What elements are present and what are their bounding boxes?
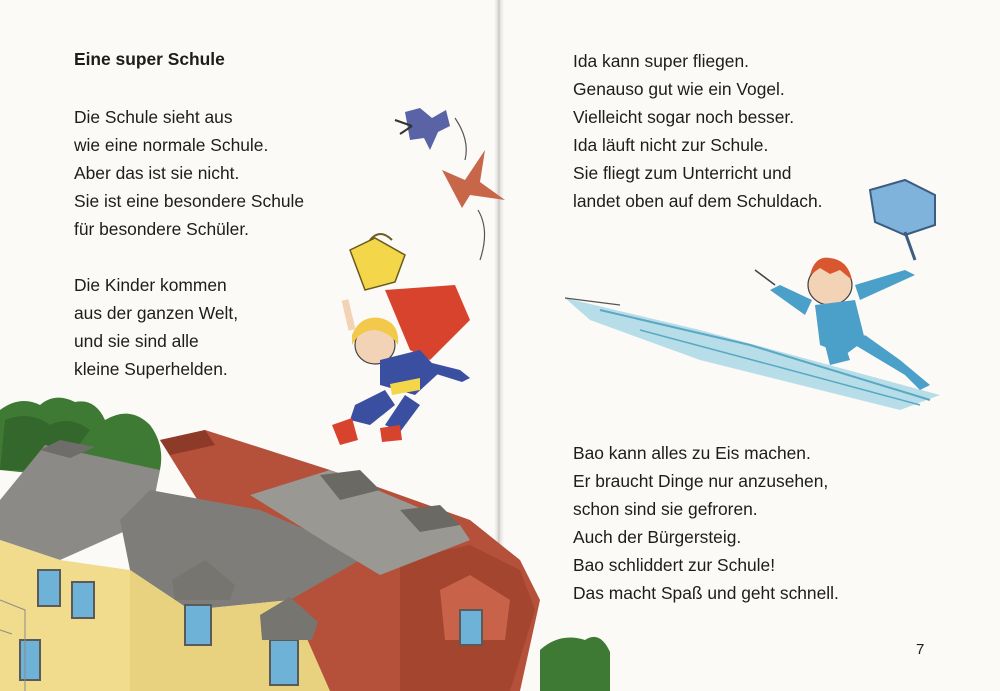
right-paragraph-2 bbox=[573, 439, 839, 607]
text-line: und sie sind alle bbox=[74, 331, 199, 351]
text-line: kleine Superhelden. bbox=[74, 359, 228, 379]
text-line: Sie fliegt zum Unterricht und bbox=[573, 163, 792, 183]
right-paragraph-1 bbox=[573, 47, 822, 215]
text-line: landet oben auf dem Schuldach. bbox=[573, 191, 823, 211]
flying-girl-illustration bbox=[332, 234, 470, 445]
left-paragraph-1 bbox=[74, 103, 304, 243]
text-line: Sie ist eine besondere Schule bbox=[74, 191, 305, 211]
left-paragraph-2 bbox=[74, 271, 238, 383]
text-line: aus der ganzen Welt, bbox=[74, 303, 239, 323]
text-line: Genauso gut wie ein Vogel. bbox=[573, 79, 785, 99]
text-line: Ida kann super fliegen. bbox=[573, 51, 749, 71]
text-line: Vielleicht sogar noch besser. bbox=[573, 107, 795, 127]
text-line: Aber das ist sie nicht. bbox=[74, 163, 240, 183]
bird-illustration bbox=[395, 108, 505, 260]
text-line: Die Kinder kommen bbox=[74, 275, 227, 295]
text-line: Bao schliddert zur Schule! bbox=[573, 555, 776, 575]
page-number: 7 bbox=[916, 641, 925, 658]
text-line: wie eine normale Schule. bbox=[74, 135, 269, 155]
text-line: für besondere Schüler. bbox=[74, 219, 249, 239]
text-line: Die Schule sieht aus bbox=[74, 107, 233, 127]
text-line: Das macht Spaß und geht schnell. bbox=[573, 583, 839, 603]
text-line: Ida läuft nicht zur Schule. bbox=[573, 135, 769, 155]
text-line: Bao kann alles zu Eis machen. bbox=[573, 443, 811, 463]
page-title: Eine super Schule bbox=[74, 49, 225, 69]
text-line: schon sind sie gefroren. bbox=[573, 499, 758, 519]
text-line: Er braucht Dinge nur anzusehen, bbox=[573, 471, 829, 491]
text-line: Auch der Bürgersteig. bbox=[573, 527, 742, 547]
